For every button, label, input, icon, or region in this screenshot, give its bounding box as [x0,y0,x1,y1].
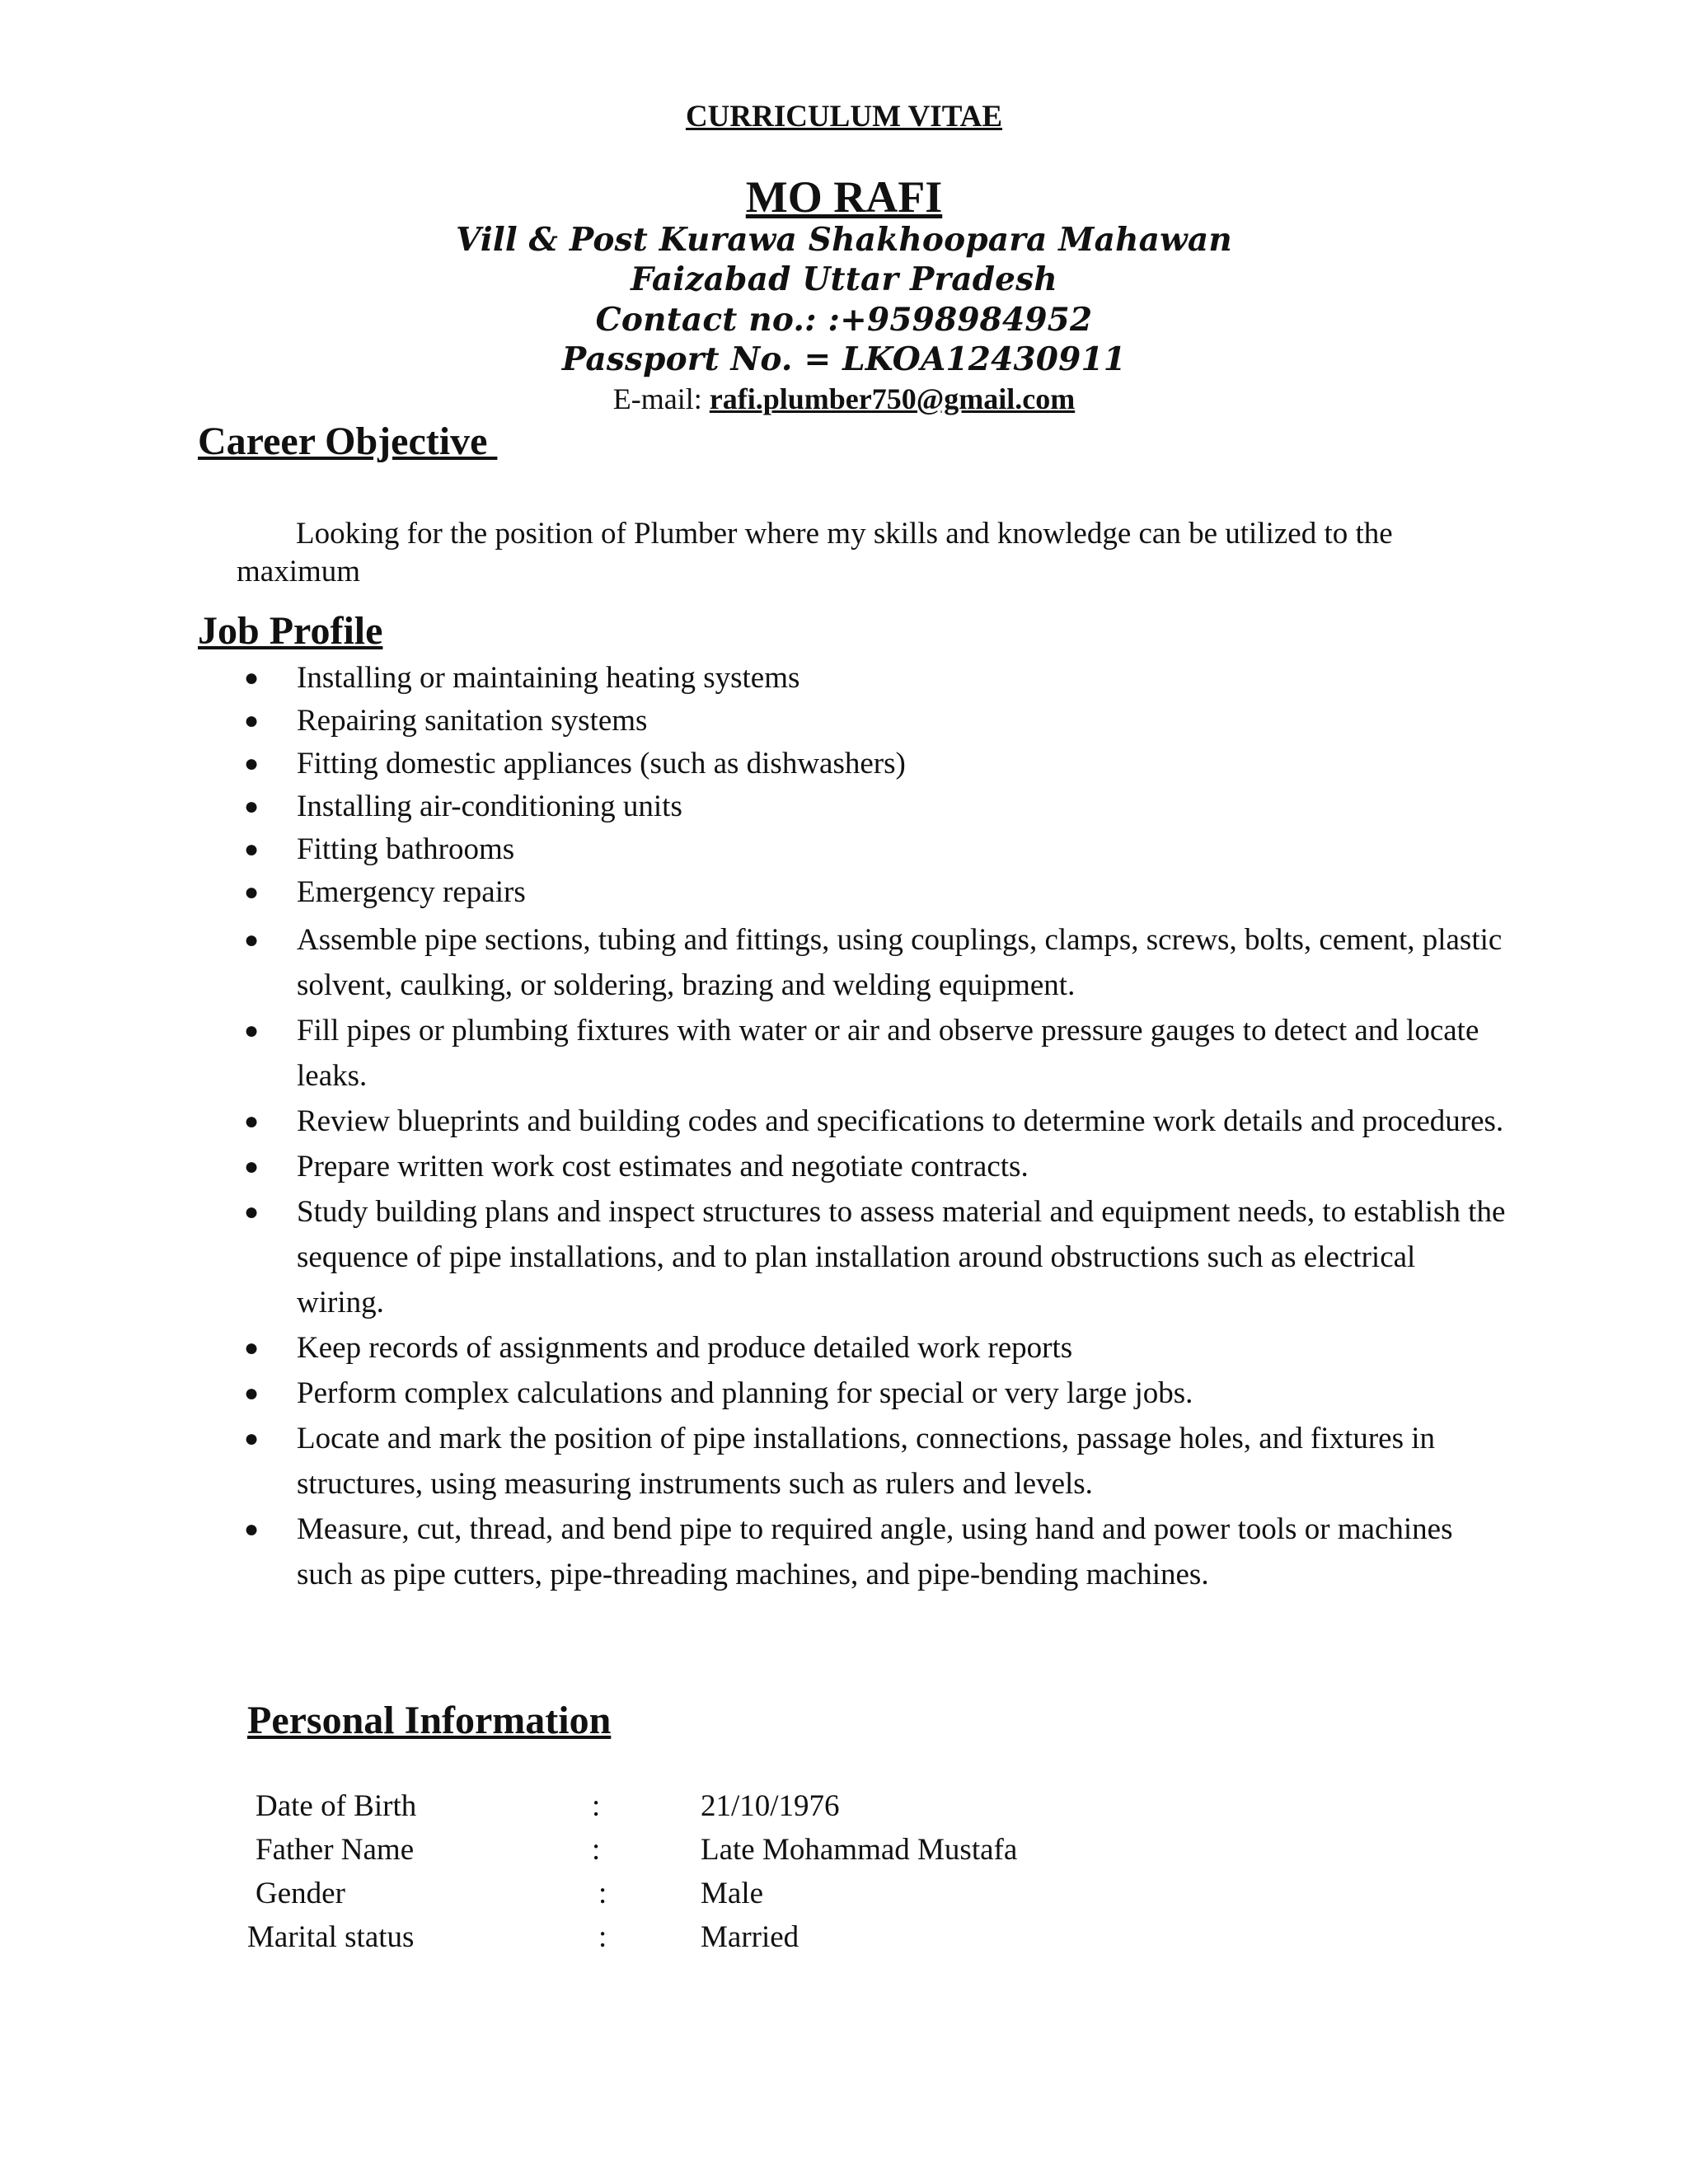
list-item: ● Fitting domestic appliances (such as dishwashers) [0,743,1508,785]
bullet-icon: ● [244,707,260,734]
bullet-icon: ● [244,1108,260,1135]
job-profile-list [0,657,1688,1597]
bullet-icon: ● [244,1198,260,1226]
table-row [247,1832,1236,1876]
bullet-icon: ● [244,1380,260,1407]
bullet-icon: ● [244,1425,260,1452]
email-link[interactable]: rafi.plumber750@gmail.com [709,382,1076,415]
bullet-icon: ● [244,836,260,863]
personal-information-table [247,1788,1236,1963]
list-item: ● Repairing sanitation systems [0,700,1508,743]
field-label: Gender [256,1877,345,1910]
job-profile-heading: Job Profile [198,609,383,653]
career-objective-heading: Career Objective [198,419,498,463]
career-objective-text: Looking for the position of Plumber where my skills and knowledge can be utilized to the maximum [237,517,1393,588]
field-separator: : [598,1920,607,1954]
list-item: ● Assemble pipe sections, tubing and fittings, using couplings, clamps, screws, bolts, cement, plastic solvent, caulking, or soldering, brazing and welding equipment. [0,917,1508,1008]
bullet-icon: ● [244,1153,260,1180]
contact-number: Contact no.: :+9598984952 [595,301,1093,339]
field-separator: : [592,1789,601,1823]
field-label: Father Name [256,1833,415,1867]
table-row [247,1788,1236,1832]
list-item: ● Perform complex calculations and planning for special or very large jobs. [0,1371,1508,1416]
table-row [247,1876,1236,1919]
list-item: ● Fill pipes or plumbing fixtures with water or air and observe pressure gauges to detect and locate leaks. [0,1008,1508,1099]
list-item: ● Installing or maintaining heating systems [0,657,1508,700]
field-label: Marital status [247,1920,415,1954]
list-item: ● Keep records of assignments and produce detailed work reports [0,1325,1508,1371]
bullet-icon: ● [244,1334,260,1361]
field-value: Married [701,1920,799,1954]
bullet-icon: ● [244,793,260,820]
email-line [0,382,1688,416]
list-item: ● Emergency repairs [0,871,1508,914]
field-value: Male [701,1877,764,1910]
personal-information-heading: Personal Information [247,1699,612,1742]
field-separator: : [598,1877,607,1910]
list-item: ● Study building plans and inspect structures to assess material and equipment needs, to establish the sequence of pipe installations, and to plan installation around obstructions such as electrical wiring. [0,1189,1508,1325]
document-title: CURRICULUM VITAE [685,100,1003,134]
address-line-2: Faizabad Uttar Pradesh [631,260,1057,298]
list-item: ● Installing air-conditioning units [0,785,1508,828]
field-value: 21/10/1976 [701,1789,840,1823]
bullet-icon: ● [244,1516,260,1543]
bullet-icon: ● [244,926,260,954]
list-item: ● Prepare written work cost estimates and negotiate contracts. [0,1144,1508,1189]
passport-number: Passport No. = LKOA12430911 [561,340,1127,378]
list-item: ● Review blueprints and building codes and specifications to determine work details and procedures. [0,1099,1508,1144]
address-line-1: Vill & Post Kurawa Shakhoopara Mahawan [456,221,1232,259]
field-value: Late Mohammad Mustafa [701,1833,1018,1867]
bullet-icon: ● [244,1017,260,1044]
bullet-icon: ● [244,879,260,906]
list-item: ● Locate and mark the position of pipe installations, connections, passage holes, and fixtures in structures, using measuring instruments such as rulers and levels. [0,1416,1508,1507]
table-row [247,1919,1236,1963]
bullet-icon: ● [244,750,260,777]
field-label: Date of Birth [256,1789,417,1823]
email-label: E-mail: [612,382,710,415]
list-item: ● Measure, cut, thread, and bend pipe to required angle, using hand and power tools or machines such as pipe cutters, pipe-threading machines, and pipe-bending machines. [0,1507,1508,1597]
field-separator: : [592,1833,601,1867]
candidate-name: MO RAFI [745,172,943,222]
bullet-icon: ● [244,664,260,691]
list-item: ● Fitting bathrooms [0,828,1508,871]
